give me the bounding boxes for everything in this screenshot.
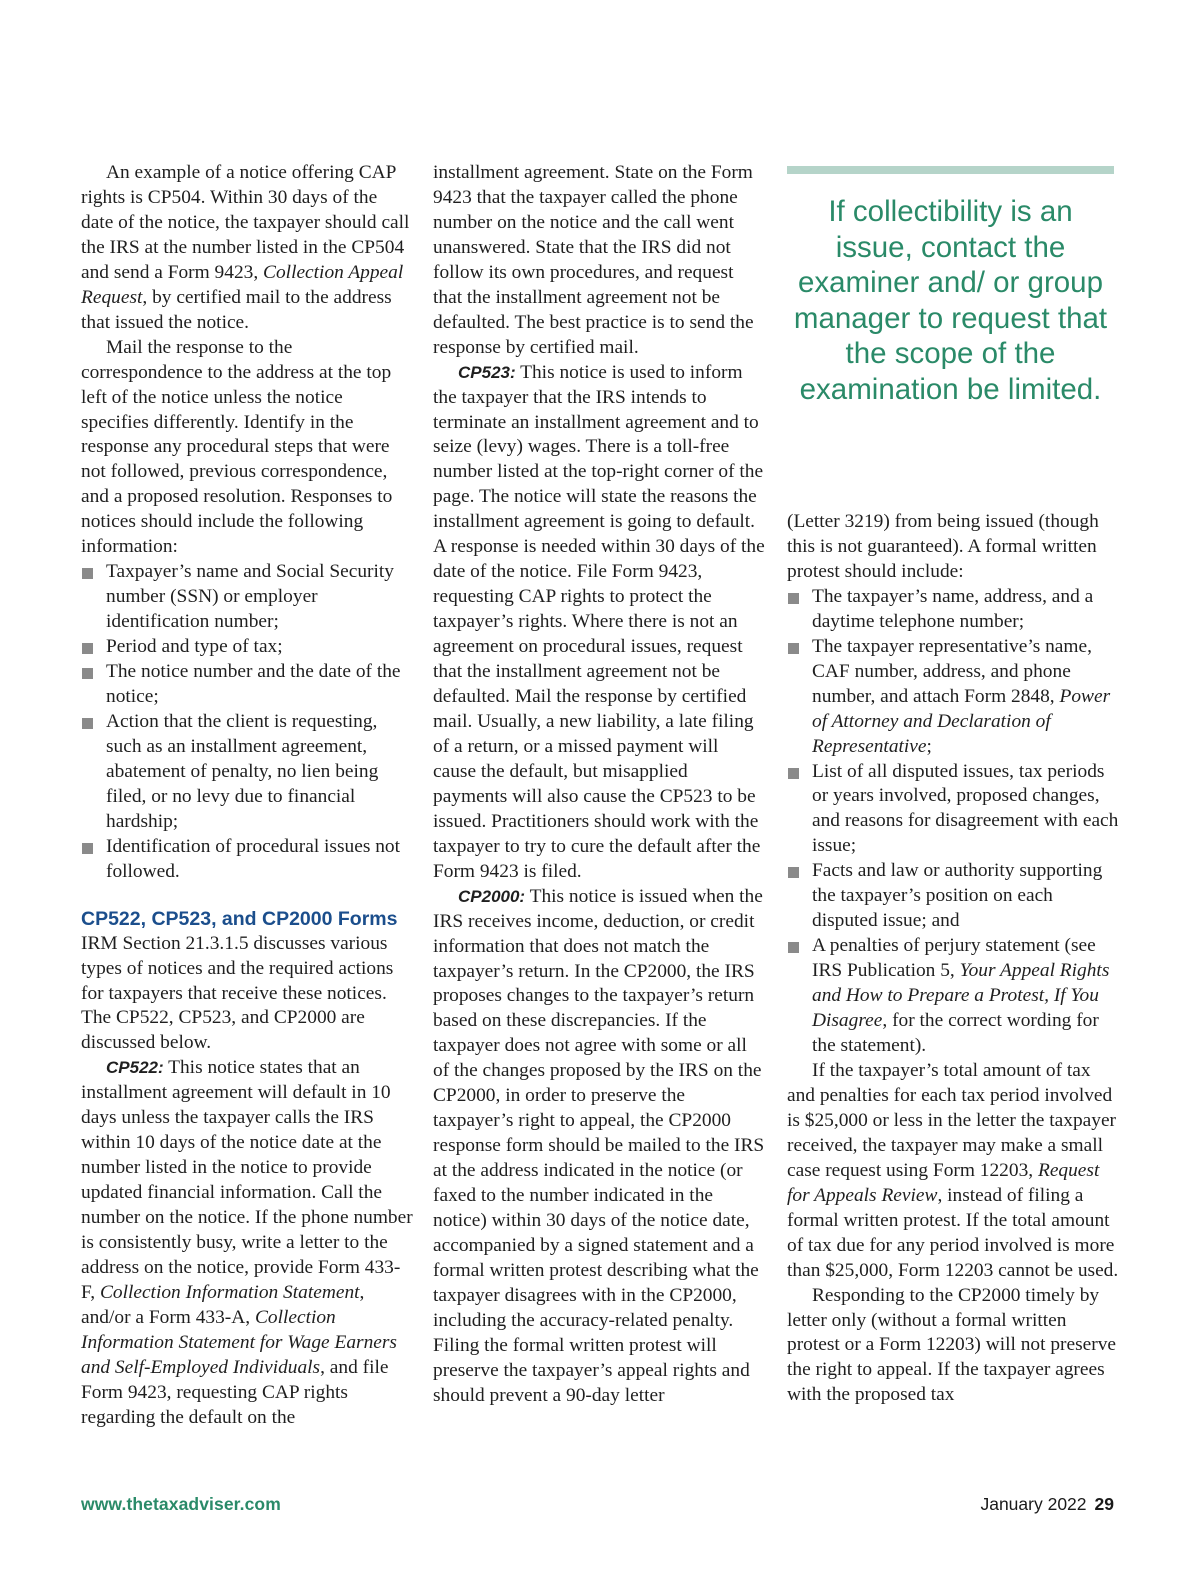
run-in-label: CP522: (106, 1058, 164, 1078)
column-2 (433, 161, 765, 1409)
footer-url[interactable]: www.thetaxadviser.com (81, 1494, 281, 1514)
list-item: Period and type of tax; (81, 635, 413, 660)
list-item: The notice number and the date of the notice; (81, 660, 413, 710)
paragraph: IRM Section 21.3.1.5 discusses various types of notices and the required actions for taxpayers that receive these notices. The CP522, CP523, and CP2000 are discussed below. (81, 932, 394, 1054)
bullet-list (787, 585, 1119, 1059)
list-item: List of all disputed issues, tax periods or years involved, proposed changes, and reasons for disagreement with each issue; (787, 760, 1119, 860)
list-item: Identification of procedural issues not followed. (81, 835, 413, 885)
pullquote-rule (787, 166, 1114, 174)
list-item: Taxpayer’s name and Social Security number (SSN) or employer identification number; (81, 560, 413, 635)
list-item: The taxpayer’s name, address, and a daytime telephone number; (787, 585, 1119, 635)
paragraph: Responding to the CP2000 timely by letter only (without a formal written protest or a Form 12203) will not preserve the right to appeal. If the taxpayer agrees with the proposed tax (787, 1284, 1117, 1406)
paragraph: CP2000: This notice is issued when the IRS receives income, deduction, or credit information that does not match the taxpayer’s return. In the CP2000, the IRS proposes changes to the taxpayer’s return based on these discrepancies. If the taxpayer does not agree with some or all of the changes proposed by the IRS on the CP2000, in order to preserve the taxpayer’s right to appeal, the CP2000 response form should be mailed to the IRS at the address indicated in the notice (or faxed to the number indicated in the notice) within 30 days of the notice date, accompanied by a signed statement and a formal written protest describing what the taxpayer disagrees with in the CP2000, including the accuracy-related penalty. Filing the formal written protest will preserve the taxpayer’s appeal rights and should prevent a 90-day letter (433, 885, 765, 1406)
paragraph: (Letter 3219) from being issued (though this is not guaranteed). A formal written protest should include: (787, 511, 1099, 582)
list-item: Action that the client is requesting, such as an installment agreement, abatement of penalty, no lien being filed, or no levy due to financial hardship; (81, 710, 413, 835)
column-3 (787, 510, 1119, 1408)
paragraph: CP522: This notice states that an installment agreement will default in 10 days unless the taxpayer calls the IRS within 10 days of the notice date at the number listed in the notice to provide updated financial information. Call the number on the notice. If the phone number is consistently busy, write a letter to the address on the notice, provide Form 433-F, Collection Information Statement, and/or a Form 433-A, Collection Information Statement for Wage Earners and Self-Employed Individuals, and file Form 9423, requesting CAP rights regarding the default on the (81, 1057, 413, 1428)
paragraph: An example of a notice offering CAP rights is CP504. Within 30 days of the date of the notice, the taxpayer should call the IRS at the number listed in the CP504 and send a Form 9423, Collection Appeal Request, by certified mail to the address that issued the notice. (81, 162, 410, 333)
page-number: 29 (1094, 1494, 1114, 1514)
paragraph: installment agreement. State on the Form 9423 that the taxpayer called the phone number on the notice and the call went unanswered. State that the IRS did not follow its own procedures, and request that the installment agreement not be defaulted. The best practice is to send the response by certified mail. (433, 162, 754, 358)
run-in-label: CP523: (458, 362, 516, 382)
run-in-label: CP2000: (458, 886, 526, 906)
bullet-list (81, 560, 413, 884)
footer-issue (980, 1494, 1114, 1515)
paragraph: Mail the response to the correspondence to the address at the top left of the notice unless the notice specifies differently. Identify in the response any procedural steps that were not followed, previous correspondence, and a proposed resolution. Responses to notices should include the following information: (81, 336, 393, 558)
pullquote: If collectibility is an issue, contact the examiner and/ or group manager to request that the scope of the examination be limited. (793, 195, 1108, 406)
list-item: Facts and law or authority supporting the taxpayer’s position on each disputed issue; and (787, 859, 1119, 934)
list-item: A penalties of perjury statement (see IRS Publication 5, Your Appeal Rights and How to Prepare a Protest, If You Disagree, for the correct wording for the statement). (787, 934, 1119, 1059)
list-item: The taxpayer representative’s name, CAF number, address, and phone number, and attach Form 2848, Power of Attorney and Declaration of Representative; (787, 635, 1119, 760)
paragraph: If the taxpayer’s total amount of tax and penalties for each tax period involved is $25,000 or less in the letter the taxpayer received, the taxpayer may make a small case request using Form 12203, Request for Appeals Review, instead of filing a formal written protest. If the total amount of tax due for any period involved is more than $25,000, Form 12203 cannot be used. (787, 1059, 1119, 1281)
section-heading: CP522, CP523, and CP2000 Forms (81, 907, 398, 930)
column-1 (81, 161, 413, 1431)
footer-date: January 2022 (980, 1494, 1087, 1514)
paragraph: CP523: This notice is used to inform the taxpayer that the IRS intends to terminate an installment agreement and to seize (levy) wages. There is a toll-free number listed at the top-right corner of the page. The notice will state the reasons the installment agreement is going to default. A response is needed within 30 days of the date of the notice. File Form 9423, requesting CAP rights to protect the taxpayer’s rights. Where there is not an agreement on procedural issues, request that the installment agreement not be defaulted. Mail the response by certified mail. Usually, a new liability, a late filing of a return, or a missed payment will cause the default, but misapplied payments will also cause the CP523 to be issued. Practitioners should work with the taxpayer to try to cure the default after the Form 9423 is filed. (433, 361, 765, 882)
